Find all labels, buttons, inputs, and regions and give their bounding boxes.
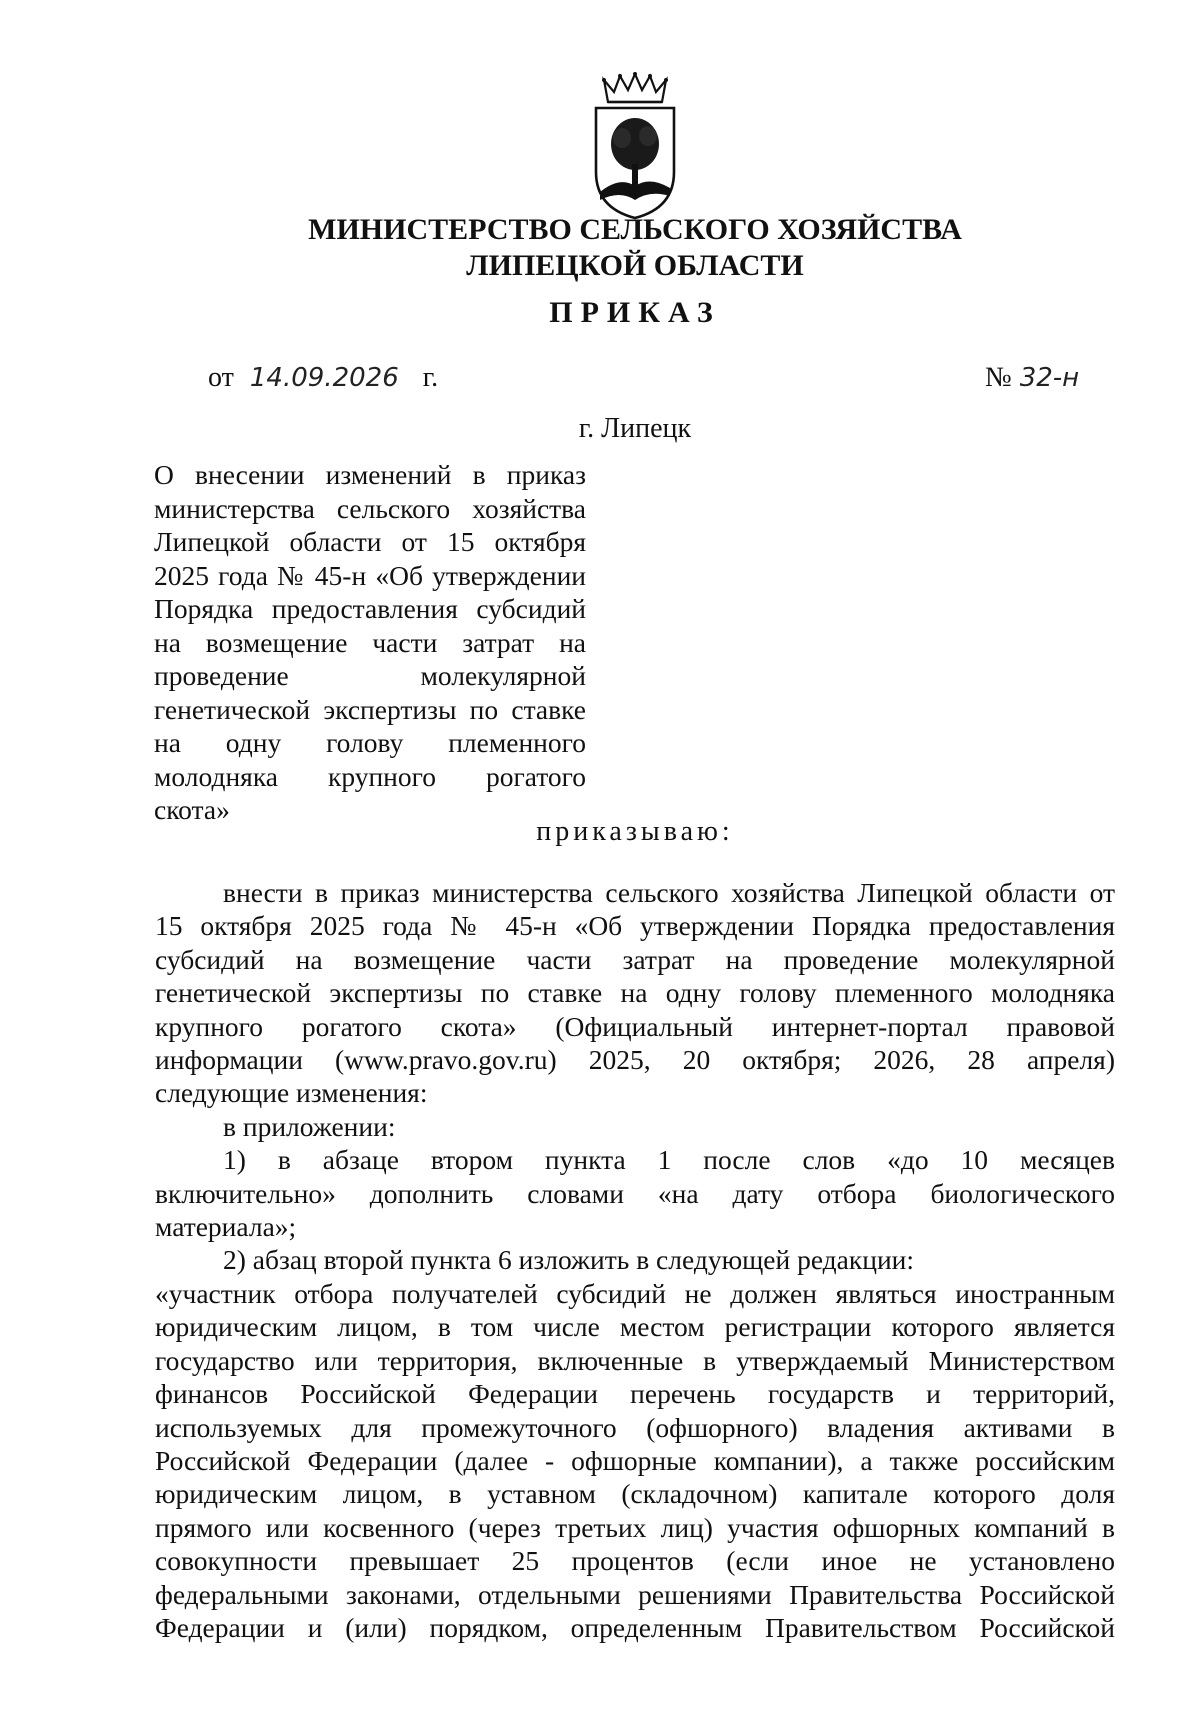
subject-line: министерства сельского хозяйства xyxy=(154,492,586,524)
subject-line: генетической экспертизы по ставке xyxy=(154,693,586,725)
body-line: 2) абзац второй пункта 6 изложить в следующей редакции: xyxy=(223,1244,915,1276)
body-line: в приложении: xyxy=(223,1110,396,1142)
body-line: совокупности превышает 25 процентов (если иное не установлено xyxy=(155,1545,1115,1577)
body-line: генетической экспертизы по ставке на одну голову племенного молодняка xyxy=(155,977,1115,1009)
body-line: информации (www.pravo.gov.ru) 2025, 20 октября; 2026, 28 апреля) xyxy=(155,1044,1115,1076)
body-line: государство или территория, включенные в утверждаемый Министерством xyxy=(155,1344,1115,1376)
body-line: внести в приказ министерства сельского хозяйства Липецкой области от xyxy=(223,877,1115,908)
body-line: прямого или косвенного (через третьих лиц) участия офшорных компаний в xyxy=(155,1511,1115,1543)
order-subject xyxy=(154,458,586,827)
body-line: используемых для промежуточного (офшорного) владения активами в xyxy=(155,1411,1115,1443)
subject-line: Липецкой области от 15 октября xyxy=(154,526,586,557)
decree-word: приказываю: xyxy=(536,816,734,847)
order-body xyxy=(155,876,1115,1644)
body-line: включительно» дополнить словами «на дату отбора биологического xyxy=(155,1177,1115,1209)
order-date xyxy=(208,362,438,394)
body-line: 15 октября 2025 года № 45-н «Об утверждении Порядка предоставления xyxy=(155,910,1115,942)
subject-line: О внесении изменений в приказ xyxy=(154,459,586,490)
body-line: крупного рогатого скота» (Официальный интернет-портал правовой xyxy=(155,1010,1115,1042)
body-line: следующие изменения: xyxy=(155,1077,428,1109)
subject-line: скота» xyxy=(154,794,230,825)
body-line: Федерации и (или) порядком, определенным Правительством Российской xyxy=(155,1611,1115,1643)
subject-line: 2025 года № 45-н «Об утверждении xyxy=(154,559,586,591)
date-prefix: от xyxy=(208,362,234,393)
city: г. Липецк xyxy=(578,413,692,444)
ministry-line-1: МИНИСТЕРСТВО СЕЛЬСКОГО ХОЗЯЙСТВА xyxy=(308,213,962,246)
subject-line: на одну голову племенного xyxy=(154,727,586,758)
subject-line: проведение молекулярной xyxy=(154,660,586,691)
body-line: субсидий на возмещение части затрат на проведение молекулярной xyxy=(155,943,1115,975)
body-line: юридическим лицом, в уставном (складочном) капитале которого доля xyxy=(155,1478,1115,1510)
coat-of-arms-icon xyxy=(590,72,680,222)
order-number xyxy=(985,362,1079,394)
date-suffix: г. xyxy=(422,362,439,393)
body-line: финансов Российской Федерации перечень государств и территорий, xyxy=(155,1378,1115,1410)
handwritten-number: 32-н xyxy=(1019,363,1080,393)
body-line: материала»; xyxy=(155,1211,297,1243)
body-line: «участник отбора получателей субсидий не должен являться иностранным xyxy=(155,1277,1115,1309)
handwritten-date: 14.09.2026 xyxy=(249,363,399,393)
subject-line: молодняка крупного рогатого xyxy=(154,760,586,792)
ministry-line-2: ЛИПЕЦКОЙ ОБЛАСТИ xyxy=(466,249,804,282)
subject-line: Порядка предоставления субсидий xyxy=(154,593,586,624)
document-type: ПРИКАЗ xyxy=(549,296,721,329)
body-line: Российской Федерации (далее - офшорные компании), а также российским xyxy=(155,1444,1115,1476)
body-line: юридическим лицом, в том числе местом регистрации которого является xyxy=(155,1311,1115,1343)
body-line: федеральными законами, отдельными решениями Правительства Российской xyxy=(155,1578,1115,1610)
ministry-name xyxy=(0,212,1200,284)
number-prefix: № xyxy=(985,362,1012,393)
body-line: 1) в абзаце втором пункта 1 после слов «до 10 месяцев xyxy=(223,1144,1115,1176)
subject-line: на возмещение части затрат на xyxy=(154,626,586,658)
